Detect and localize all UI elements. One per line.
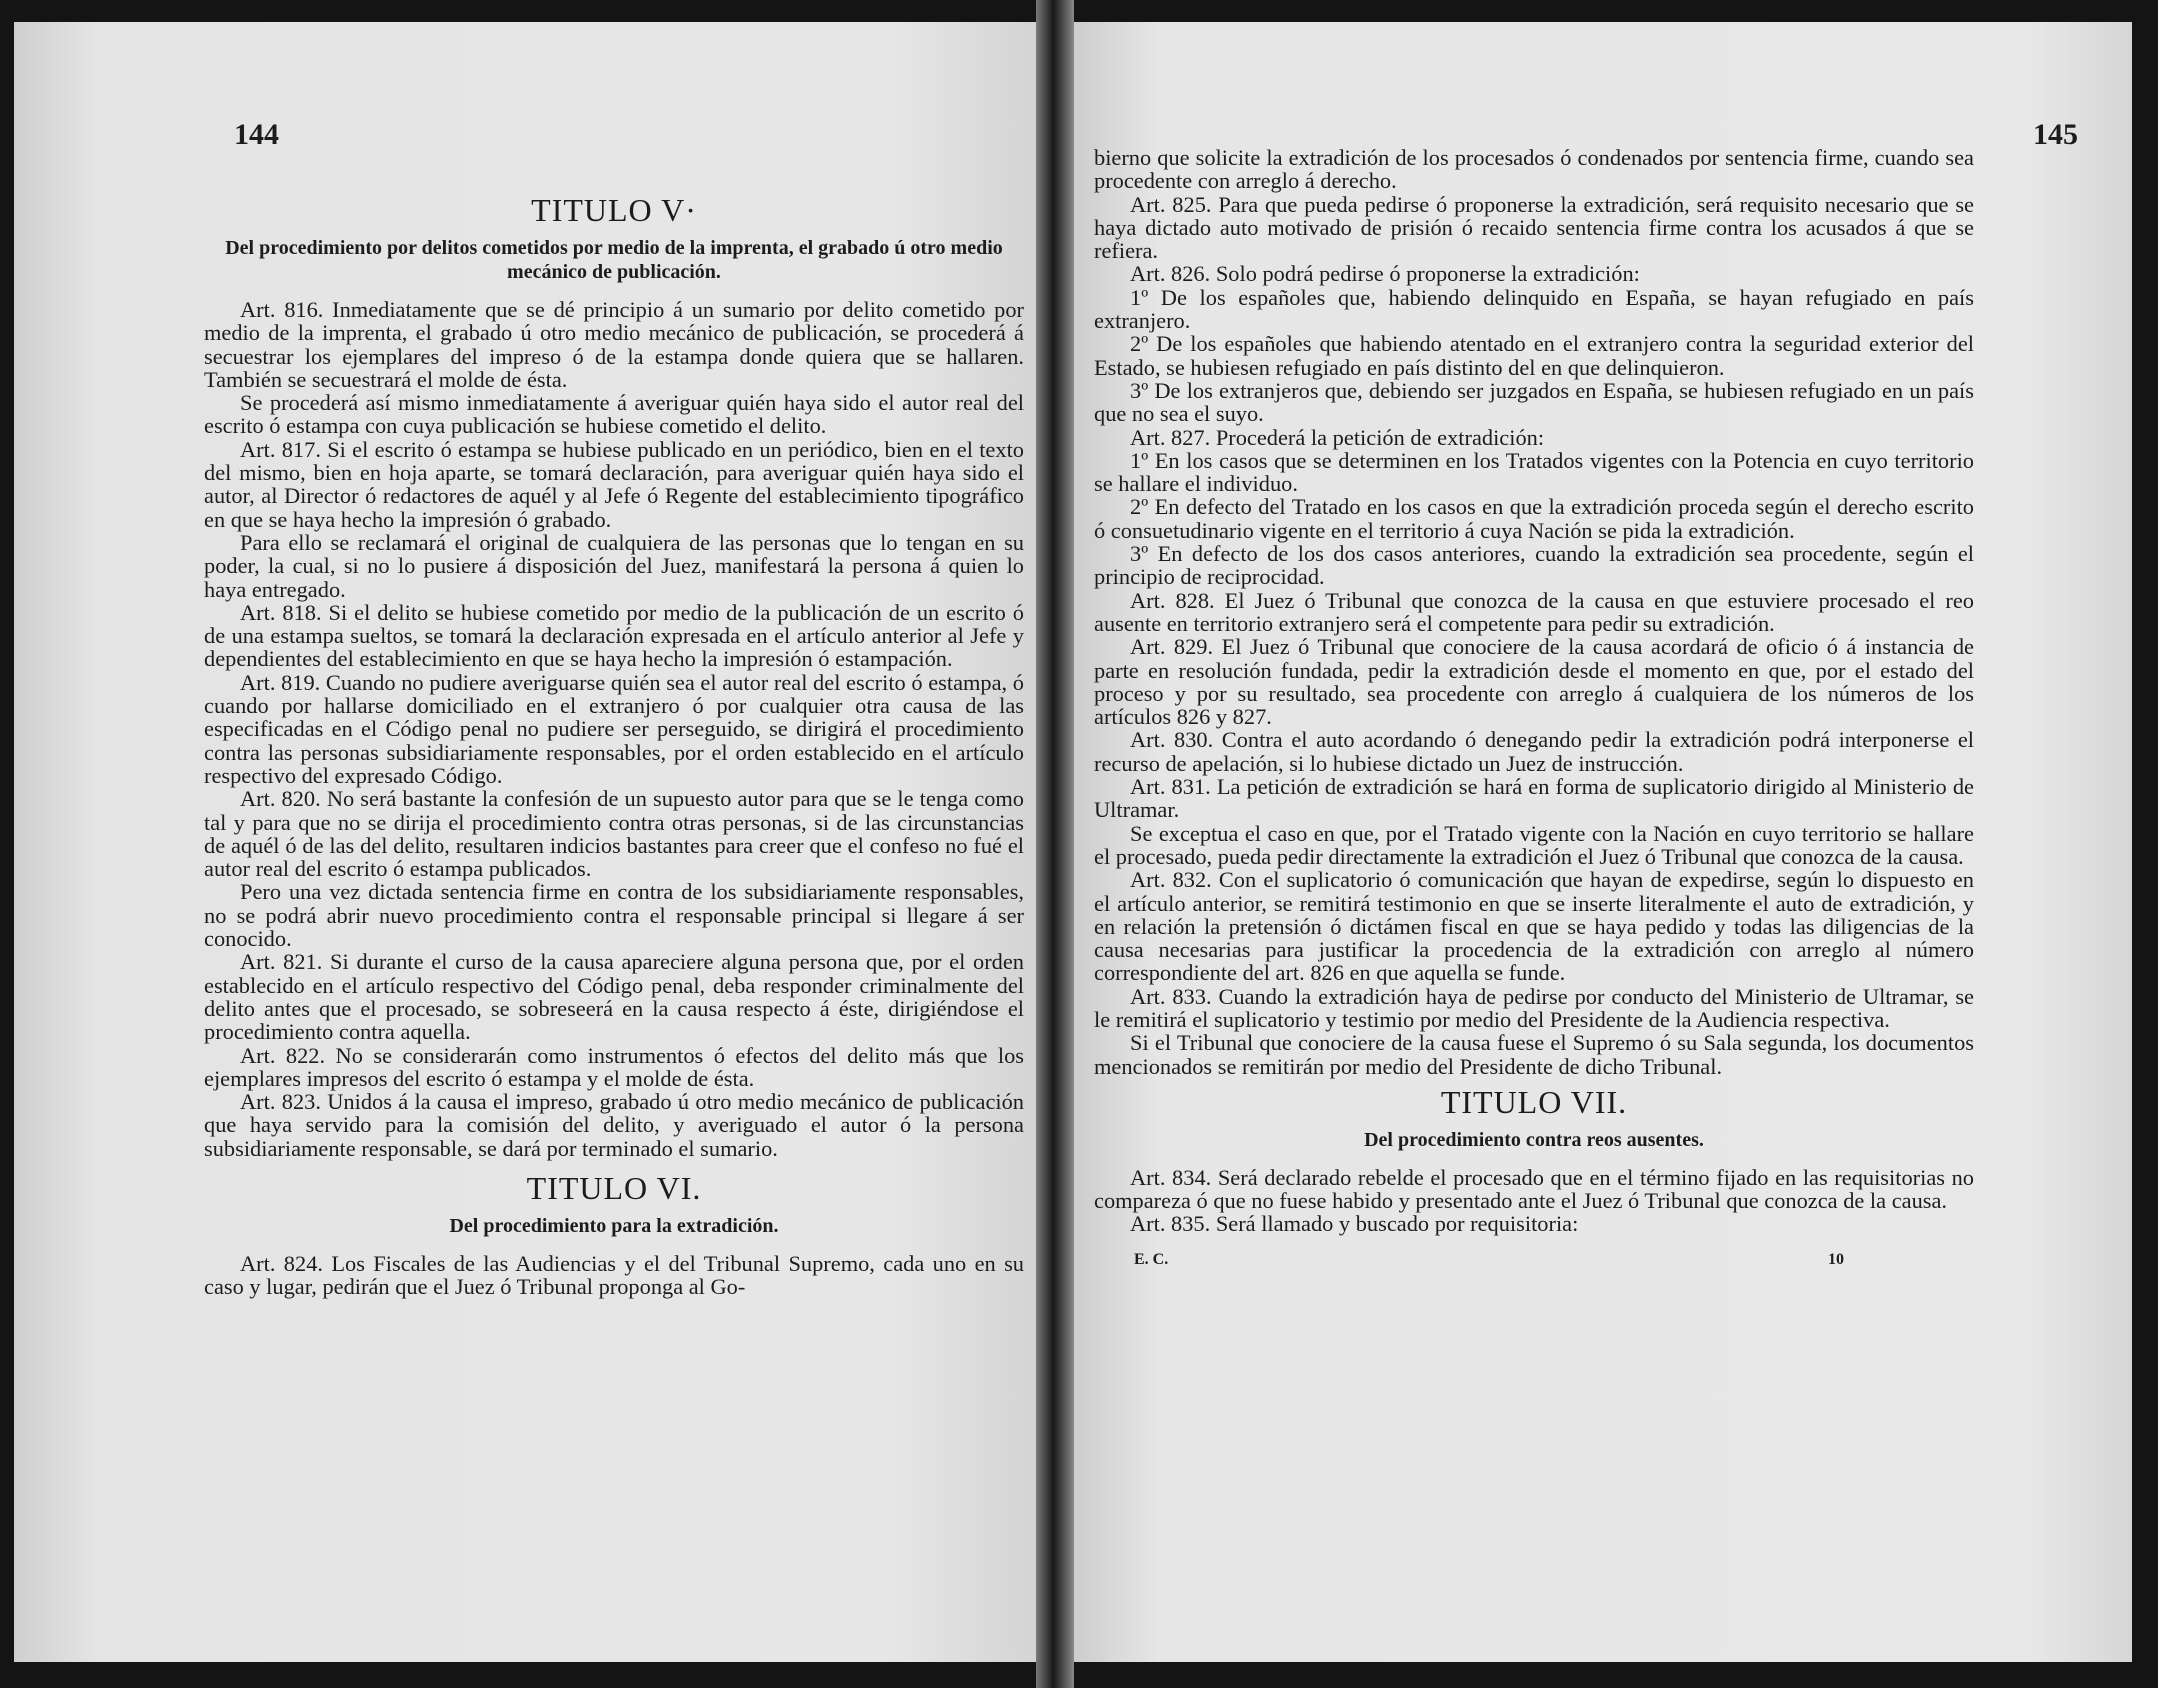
page-number: 145: [2033, 118, 2078, 151]
paragraph: Art. 827. Procederá la petición de extradición:: [1130, 424, 1545, 450]
paragraph: Se procederá así mismo inmediatamente á averiguar quién haya sido el autor real del escrito ó estampa con cuya publicación se hubiese cometido el delito.: [204, 390, 1024, 439]
book-gutter: [1036, 0, 1074, 1688]
section-title: TITULO V·: [531, 192, 697, 228]
paragraph: Se exceptua el caso en que, por el Tratado vigente con la Nación en cuyo territorio se hallare el procesado, pueda pedir directamente la extradición el Juez ó Tribunal que conozca de la causa.: [1094, 820, 1974, 869]
paragraph: Art. 829. El Juez ó Tribunal que conociere de la causa acordará de oficio ó á instancia de parte en resolución fundada, pedir la extradición desde el momento en que, por el estado del proceso y por su resultado, sea procedente con arreglo á cualquiera de los números de los artículos 826 y 827.: [1094, 634, 1974, 730]
paragraph: Para ello se reclamará el original de cualquiera de las personas que lo tengan en su poder, la cual, si no lo pusiere á disposición del Juez, manifestará la persona á quien lo haya entregado.: [204, 529, 1024, 602]
paragraph: Art. 823. Unidos á la causa el impreso, grabado ú otro medio mecánico de publicación que haya servido para la comisión del delito, y averiguado el autor ó la persona subsidiariamente responsable, se dará por terminado el sumario.: [204, 1089, 1024, 1161]
paragraph: Art. 822. No se considerarán como instrumentos ó efectos del delito más que los ejemplares impresos del escrito ó estampa y el molde de ésta.: [204, 1042, 1024, 1091]
paragraph: Art. 819. Cuando no pudiere averiguarse quién sea el autor real del escrito ó estampa, ó cuando por hallarse domiciliado en el extranjero ó por cualquier otra causa de las especificadas en el Código penal no pudiere ser perseguido, se dirigirá el procedimiento contra las personas subsidiariamente responsables, por el orden establecido en el artículo respectivo del expresado Código.: [204, 669, 1024, 788]
right-page: [1074, 22, 2132, 1662]
paragraph: Art. 832. Con el suplicatorio ó comunicación que hayan de expedirse, según lo dispuesto en el artículo anterior, se remitirá testimonio en que se inserte literalmente el auto de extradición, y en relación la pretensión ó dictámen fiscal en que se haya pedido y todas las diligencias de la causa necesarias para justificar la procedencia de la extradición con arreglo al número correspondiente del art. 826 en que aquella se funde.: [1094, 867, 1974, 986]
paragraph: Art. 817. Si el escrito ó estampa se hubiese publicado en un periódico, bien en el texto del mismo, bien en hoja aparte, se tomará declaración, para averiguar quién haya sido el autor, al Director ó redactores de aquél y al Jefe ó Regente del establecimiento tipográfico en que se haya hecho la impresión ó grabado.: [204, 436, 1024, 532]
paragraph: Art. 825. Para que pueda pedirse ó proponerse la extradición, será requisito necesario que se haya dictado auto motivado de prisión ó recaido sentencia firme contra los acusados á que se refiera.: [1094, 191, 1974, 264]
paragraph: Art. 834. Será declarado rebelde el procesado que en el término fijado en las requisitorias no compareza ó que no fuese habido y presentado ante el Juez ó Tribunal que conozca de la causa.: [1094, 1164, 1974, 1214]
paragraph: Art. 820. No será bastante la confesión de un supuesto autor para que se le tenga como tal y para que no se dirija el procedimiento contra otras personas, si de las circunstancias de aquél ó de las del delito, resultaren indicios bastantes para creer que el confeso no fué el autor real del escrito ó estampa publicados.: [204, 786, 1024, 882]
paragraph: 2º En defecto del Tratado en los casos en que la extradición proceda según el derecho escrito ó consuetudinario vigente en el territorio á cuya Nación se pida la extradición.: [1094, 494, 1974, 543]
paragraph: 1º De los españoles que, habiendo delinquido en España, se hayan refugiado en país extranjero.: [1094, 284, 1974, 334]
paragraph: Art. 833. Cuando la extradición haya de pedirse por conducto del Ministerio de Ultramar, se le remitirá el suplicatorio y testimio por medio del Presidente de la Audiencia respectiva.: [1094, 983, 1974, 1032]
paragraph: Art. 821. Si durante el curso de la causa apareciere alguna persona que, por el orden establecido en el artículo respectivo del Código penal, deba responder criminalmente del delito antes que el procesado, se sobreseerá en la causa respecto á éste, dirigiéndose el procedimiento contra aquella.: [204, 949, 1024, 1045]
paragraph: 3º De los extranjeros que, debiendo ser juzgados en España, se hubiesen refugiado en un país que no sea el suyo.: [1094, 377, 1974, 427]
paragraph: 3º En defecto de los dos casos anteriores, cuando la extradición sea procedente, según el principio de reciprocidad.: [1094, 541, 1974, 590]
gathering-number: 10: [1828, 1250, 1844, 1268]
paragraph: 2º De los españoles que habiendo atentado en el extranjero contra la seguridad exterior del Estado, se hubiesen refugiado en país distinto del en que delinquieron.: [1094, 331, 1974, 380]
paragraph: Art. 816. Inmediatamente que se dé principio á un sumario por delito cometido por medio de la imprenta, el grabado ú otro medio mecánico de publicación, se procederá á secuestrar los ejemplares del impreso ó de la estampa donde quiera que se hallaren. También se secuestrará el molde de ésta.: [204, 297, 1024, 392]
paragraph: Art. 826. Solo podrá pedirse ó proponerse la extradición:: [1130, 261, 1640, 287]
paragraph: Art. 828. El Juez ó Tribunal que conozca de la causa en que estuviere procesado el reo ausente en territorio extranjero será el competente para pedir su extradición.: [1094, 587, 1974, 636]
text-column: [204, 182, 1024, 1299]
paragraph: Art. 831. La petición de extradición se hará en forma de suplicatorio dirigido al Ministerio de Ultramar.: [1094, 774, 1974, 823]
section-subtitle: Del procedimiento contra reos ausentes.: [1364, 1128, 1704, 1151]
paragraph: Pero una vez dictada sentencia firme en contra de los subsidiariamente responsables, no se podrá abrir nuevo procedimiento contra el responsable principal si llegare á ser conocido.: [204, 879, 1024, 952]
left-page: [14, 22, 1036, 1662]
section-title: TITULO VII.: [1440, 1083, 1628, 1120]
section-subtitle: Del procedimiento por delitos cometidos por medio de la imprenta, el grabado ú otro medio mecánico de publicación.: [225, 237, 1003, 283]
paragraph: bierno que solicite la extradición de los procesados ó condenados por sentencia firme, cuando sea procedente con arreglo á derecho.: [1094, 145, 1974, 194]
paragraph: Art. 818. Si el delito se hubiese cometido por medio de la publicación de un escrito ó de una estampa sueltos, se tomará la declaración expresada en el artículo anterior al Jefe y dependientes del establecimiento en que se haya hecho la impresión ó estampación.: [204, 599, 1024, 672]
paragraph: Art. 835. Será llamado y buscado por requisitoria:: [1130, 1211, 1579, 1237]
page-footer: [1094, 1248, 1974, 1271]
signature-mark: E. C.: [1134, 1250, 1169, 1268]
section-subtitle: Del procedimiento para la extradición.: [449, 1214, 779, 1237]
section-title: TITULO VI.: [526, 1169, 702, 1206]
paragraph: 1º En los casos que se determinen en los Tratados vigentes con la Potencia en cuyo territorio se hallare el individuo.: [1094, 447, 1974, 497]
text-column: [1094, 146, 1974, 1271]
page-number: 144: [234, 118, 279, 151]
paragraph: Si el Tribunal que conociere de la causa fuese el Supremo ó su Sala segunda, los documentos mencionados se remitirán por medio del Presidente de dicho Tribunal.: [1094, 1030, 1974, 1079]
paragraph: Art. 830. Contra el auto acordando ó denegando pedir la extradición podrá interponerse el recurso de apelación, si lo hubiese dictado un Juez de instrucción.: [1094, 727, 1974, 776]
paragraph: Art. 824. Los Fiscales de las Audiencias y el del Tribunal Supremo, cada uno en su caso y lugar, pedirán que el Juez ó Tribunal proponga al Go-: [204, 1250, 1024, 1300]
